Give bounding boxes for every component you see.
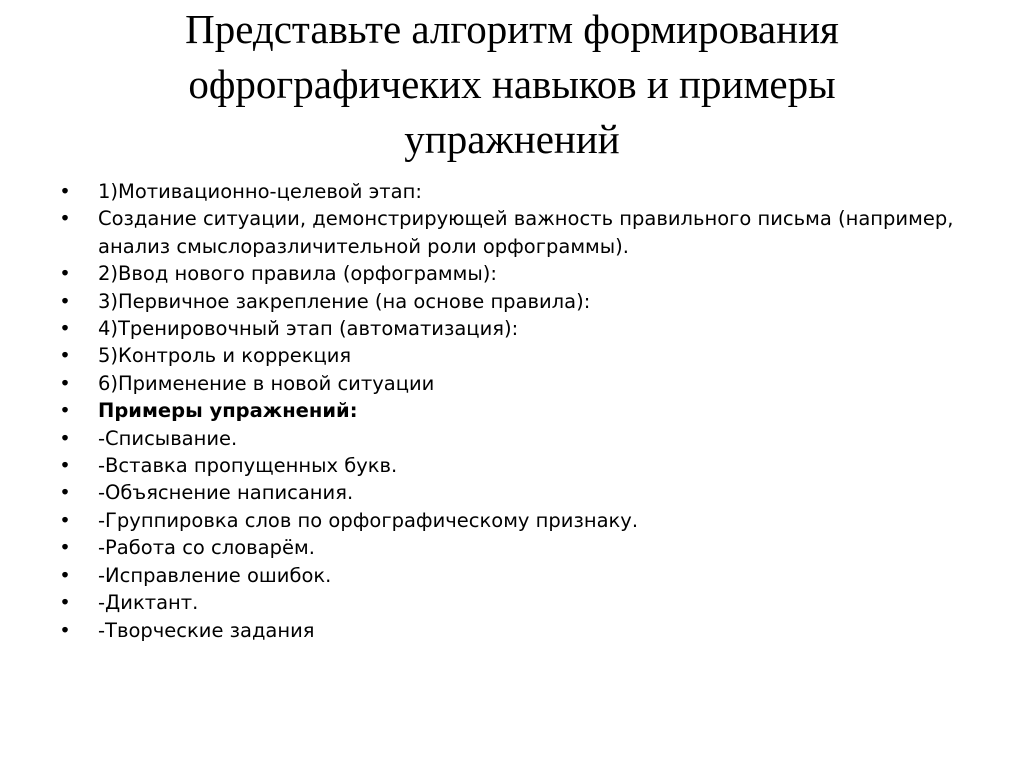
list-item	[58, 260, 978, 287]
list-item-text: 3)Первичное закрепление (на основе правила):	[98, 289, 591, 313]
list-item	[58, 370, 978, 397]
list-item-text: -Группировка слов по орфографическому признаку.	[98, 508, 639, 532]
bullet-marker: •	[59, 399, 71, 423]
list-item	[58, 288, 978, 315]
bullet-marker: •	[59, 591, 71, 615]
list-item-text: -Исправление ошибок.	[98, 563, 332, 587]
list-item-text: -Работа со словарём.	[98, 536, 315, 560]
list-item-text: 4)Тренировочный этап (автоматизация):	[98, 317, 519, 341]
bullet-marker: •	[59, 344, 71, 368]
list-item	[58, 342, 978, 369]
list-item	[58, 205, 978, 260]
list-item	[58, 452, 978, 479]
list-heading	[58, 397, 978, 424]
list-item-text: -Объяснение написания.	[98, 481, 354, 505]
list-item-text: 2)Ввод нового правила (орфограммы):	[98, 262, 497, 286]
bullet-marker: •	[59, 371, 71, 395]
bullet-marker: •	[59, 426, 71, 450]
list-item-text: Примеры упражнений:	[98, 399, 358, 423]
bullet-marker: •	[59, 207, 71, 231]
bullet-marker: •	[59, 317, 71, 341]
list-item	[58, 507, 978, 534]
bullet-marker: •	[59, 262, 71, 286]
list-item-text: 6)Применение в новой ситуации	[98, 371, 435, 395]
bullet-list	[58, 178, 978, 644]
bullet-marker: •	[59, 481, 71, 505]
list-item-text: -Списывание.	[98, 426, 238, 450]
list-item-text: 1)Мотивационно-целевой этап:	[98, 180, 422, 203]
list-item	[58, 534, 978, 561]
title-line-2: офрографичеких навыков и примеры	[188, 61, 836, 107]
title-line-1: Представьте алгоритм формирования	[185, 6, 839, 52]
bullet-marker: •	[59, 536, 71, 560]
slide-title	[40, 2, 984, 167]
list-item-text: 5)Контроль и коррекция	[98, 344, 352, 368]
list-item-text: -Диктант.	[98, 591, 199, 615]
bullet-marker: •	[59, 618, 71, 642]
list-item	[58, 479, 978, 506]
list-item	[58, 425, 978, 452]
list-item-text: -Вставка пропущенных букв.	[98, 454, 398, 478]
bullet-marker: •	[59, 289, 71, 313]
list-item	[58, 589, 978, 616]
list-item-text: Создание ситуации, демонстрирующей важность правильного письма (например, анализ смыслоразличительной роли орфограммы).	[98, 207, 954, 258]
list-item	[58, 617, 978, 644]
list-item-text: -Творческие задания	[98, 618, 315, 642]
list-item	[58, 178, 978, 205]
bullet-marker: •	[59, 508, 71, 532]
bullet-marker: •	[59, 180, 71, 203]
list-item	[58, 315, 978, 342]
bullet-marker: •	[59, 454, 71, 478]
title-line-3: упражнений	[404, 116, 620, 162]
bullet-marker: •	[59, 563, 71, 587]
list-item	[58, 562, 978, 589]
